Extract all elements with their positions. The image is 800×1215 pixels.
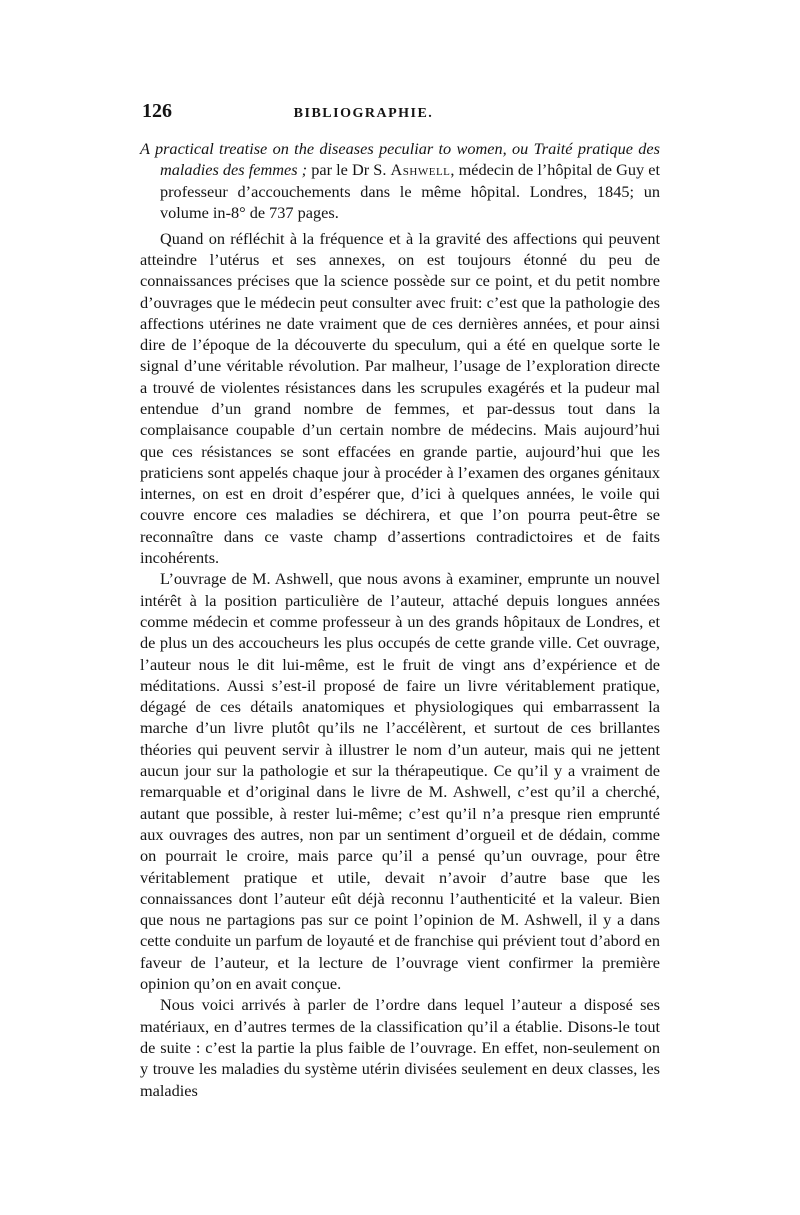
bibliographic-entry (140, 138, 660, 224)
paragraph-2: L’ouvrage de M. Ashwell, que nous avons à examiner, emprunte un nouvel intérêt à la position particulière de l’auteur, attaché depuis longues années comme médecin et comme professeur à un des grands hôpitaux de Londres, et de plus un des accoucheurs les plus occupés de cette grande ville. Cet ouvrage, l’auteur nous le dit lui-même, est le fruit de vingt ans d’expérience et de méditations. Aussi s’est-il proposé de faire un livre véritablement pratique, dégagé de ces détails anatomiques et physiologiques qui embarrassent la marche d’un livre plutôt qu’ils ne l’accélèrent, et surtout de ces brillantes théories qui peuvent servir à illustrer le nom d’un auteur, mais qui ne jettent aucun jour sur la pathologie et sur la thérapeutique. Ce qu’il y a vraiment de remarquable et d’original dans le livre de M. Ashwell, c’est qu’il a cherché, autant que possible, à rester lui-même; c’est qu’il n’a presque rien emprunté aux ouvrages des autres, non par un sentiment d’orgueil et de dédain, comme on pourrait le croire, mais parce qu’il a pensé qu’un ouvrage, pour être véritablement pratique et utile, devait n’avoir d’autre base que les connaissances dont l’auteur eût déjà reconnu l’authenticité et la valeur. Bien que nous ne partagions pas sur ce point l’opinion de M. Ashwell, il y a dans cette conduite un parfum de loyauté et de franchise qui prévient tout d’abord en faveur de l’auteur, et la lecture de l’ouvrage vient confirmer la première opinion qu’on en avait conçue. (140, 569, 660, 994)
page-header (140, 100, 660, 134)
entry-details: , médecin de l’hôpital de Guy et professeur d’accouchements dans le même hôpital. Londres, 1845; un volume in-8° de 737 pages. (160, 160, 660, 223)
paragraph-3: Nous voici arrivés à parler de l’ordre dans lequel l’auteur a disposé ses matériaux, en d’autres termes de la classification qu’il a établie. Disons-le tout de suite : c’est la partie la plus faible de l’ouvrage. En effet, non-seulement on y trouve les maladies du système utérin divisées seulement en deux classes, les maladies (140, 995, 660, 1100)
article-body (140, 228, 660, 1101)
entry-author-prefix: par le Dr S. (307, 160, 391, 180)
running-head: BIBLIOGRAPHIE. (293, 106, 434, 121)
entry-title: A practical treatise on the diseases peculiar to women, ou Traité pratique des maladies des femmes ; (140, 139, 660, 180)
paragraph-1: Quand on réfléchit à la fréquence et à la gravité des affections qui peuvent atteindre l’utérus et ses annexes, on est toujours étonné du peu de connaissances précises que la science possède sur ce point, et du petit nombre d’ouvrages que le médecin peut consulter avec fruit: c’est que la pathologie des affections utérines ne date vraiment que de ces dernières années, et pour ainsi dire de l’époque de la découverte du speculum, qui a été en quelque sorte le signal d’une véritable révolution. Par malheur, l’usage de l’exploration directe a trouvé de violentes résistances dans les scrupules exagérés et la pudeur mal entendue d’un grand nombre de femmes, et par-dessus tout dans la complaisance coupable d’un certain nombre de médecins. Mais aujourd’hui que ces résistances se sont effacées en grande partie, aujourd’hui que les praticiens sont appelés chaque jour à procéder à l’examen des organes génitaux internes, on est en droit d’espérer que, d’ici à quelques années, le voile qui couvre encore ces maladies se déchirera, et que l’on pourra peut-être se reconnaître dans ce vaste champ d’assertions contradictoires et de faits incohérents. (140, 228, 660, 568)
entry-author-name: Ashwell (390, 160, 451, 180)
page-number: 126 (142, 100, 172, 122)
